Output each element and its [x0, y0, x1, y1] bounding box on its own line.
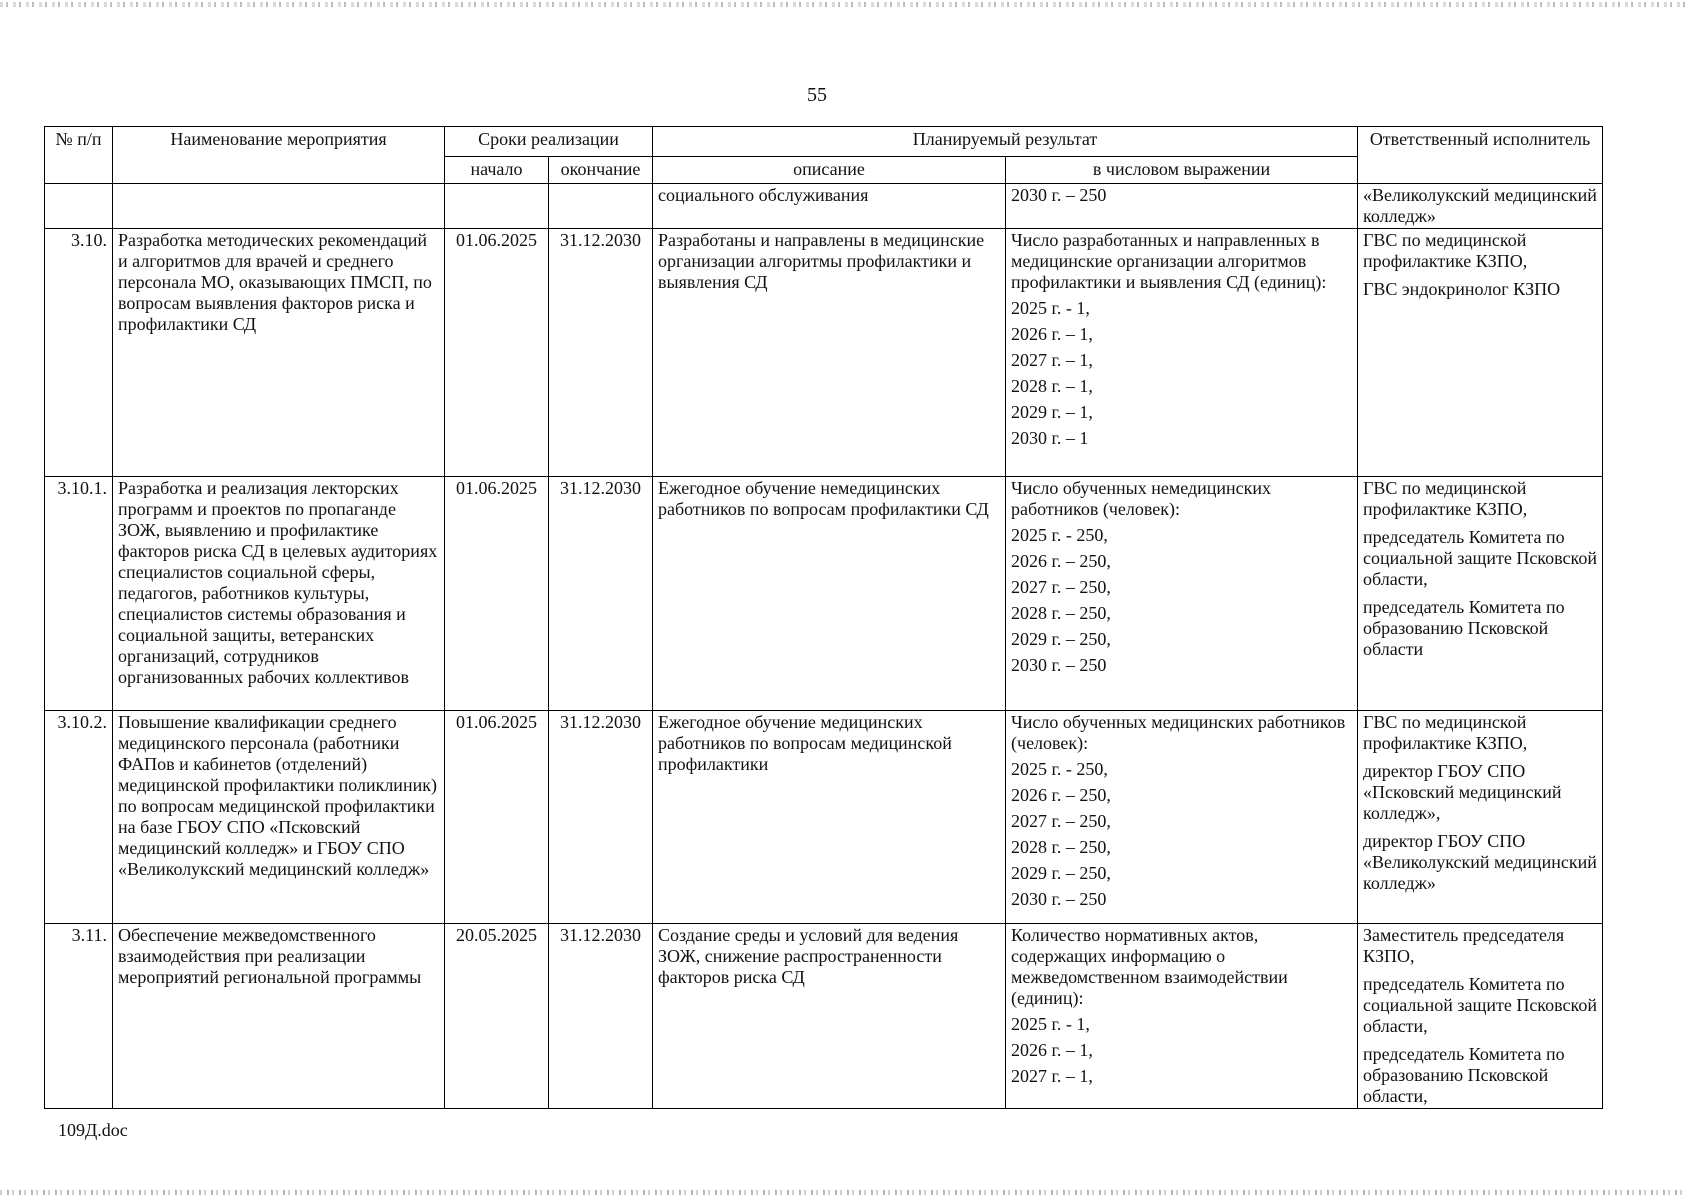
numeric-line: 2027 г. – 250,: [1011, 577, 1111, 597]
table-row: [45, 711, 1603, 924]
scan-edge-top: [0, 2, 1686, 7]
row-numeric-result: [1006, 924, 1358, 1109]
scan-edge-bottom: [0, 1190, 1686, 1195]
responsible-entry: Заместитель председателя КЗПО,: [1363, 925, 1565, 966]
numeric-line: Число обученных немедицинских работников (человек):: [1011, 478, 1272, 519]
numeric-line: Количество нормативных актов, содержащих информацию о межведомственном взаимодействии (единиц):: [1011, 925, 1288, 1008]
row-end-date: [549, 184, 653, 229]
header-description: описание: [653, 157, 1006, 184]
header-terms: Сроки реализации: [445, 127, 653, 157]
row-responsible: [1358, 711, 1603, 924]
row-numeric-result: [1006, 477, 1358, 711]
row-start-date: 01.06.2025: [445, 229, 549, 477]
numeric-line: 2028 г. – 250,: [1011, 603, 1111, 623]
responsible-entry: директор ГБОУ СПО «Псковский медицинский колледж»,: [1363, 761, 1562, 823]
row-end-date: 31.12.2030: [549, 477, 653, 711]
responsible-entry: председатель Комитета по образованию Псковской области,: [1363, 1044, 1565, 1106]
responsible-entry: председатель Комитета по социальной защите Псковской области,: [1363, 974, 1597, 1036]
page-number: 55: [807, 84, 827, 106]
numeric-line: 2025 г. - 1,: [1011, 1014, 1090, 1034]
row-end-date: 31.12.2030: [549, 711, 653, 924]
header-responsible: Ответственный исполнитель: [1358, 127, 1603, 184]
numeric-line: 2025 г. - 250,: [1011, 759, 1108, 779]
numeric-line: 2026 г. – 250,: [1011, 785, 1111, 805]
table-row: [45, 924, 1603, 1109]
row-responsible: [1358, 477, 1603, 711]
row-num: 3.10.2.: [45, 711, 113, 924]
responsible-entry: ГВС по медицинской профилактике КЗПО,: [1363, 230, 1528, 271]
numeric-line: Число обученных медицинских работников (человек):: [1011, 712, 1346, 753]
numeric-line: 2026 г. – 250,: [1011, 551, 1111, 571]
row-activity-name: Повышение квалификации среднего медицинского персонала (работники ФАПов и кабинетов (отделений) медицинской профилактики поликлиник) по вопросам медицинской профилактики на базе ГБОУ СПО «Псковский медицинский колледж» и ГБОУ СПО «Великолукский медицинский колледж»: [113, 711, 445, 924]
row-description: Создание среды и условий для ведения ЗОЖ, снижение распространенности факторов риска СД: [653, 924, 1006, 1109]
header-numeric: в числовом выражении: [1006, 157, 1358, 184]
row-num: 3.11.: [45, 924, 113, 1109]
numeric-line: 2026 г. – 1,: [1011, 1040, 1093, 1060]
program-activities-table: [44, 126, 1603, 1109]
row-end-date: 31.12.2030: [549, 924, 653, 1109]
numeric-line: 2030 г. – 250: [1011, 185, 1107, 205]
row-responsible: [1358, 924, 1603, 1109]
row-responsible: [1358, 229, 1603, 477]
header-end: окончание: [549, 157, 653, 184]
numeric-line: 2025 г. - 1,: [1011, 298, 1090, 318]
row-description: Ежегодное обучение немедицинских работников по вопросам профилактики СД: [653, 477, 1006, 711]
row-start-date: [445, 184, 549, 229]
row-activity-name: Обеспечение межведомственного взаимодействия при реализации мероприятий региональной программы: [113, 924, 445, 1109]
header-start: начало: [445, 157, 549, 184]
numeric-line: 2030 г. – 250: [1011, 889, 1107, 909]
row-description: Разработаны и направлены в медицинские организации алгоритмы профилактики и выявления СД: [653, 229, 1006, 477]
table-row: [45, 184, 1603, 229]
row-activity-name: [113, 184, 445, 229]
row-description: Ежегодное обучение медицинских работников по вопросам медицинской профилактики: [653, 711, 1006, 924]
row-numeric-result: [1006, 184, 1358, 229]
numeric-line: 2025 г. - 250,: [1011, 525, 1108, 545]
row-numeric-result: [1006, 711, 1358, 924]
table-row: [45, 229, 1603, 477]
header-num: № п/п: [45, 127, 113, 184]
row-responsible: [1358, 184, 1603, 229]
numeric-line: 2026 г. – 1,: [1011, 324, 1093, 344]
numeric-line: 2030 г. – 250: [1011, 655, 1107, 675]
row-activity-name: Разработка и реализация лекторских программ и проектов по пропаганде ЗОЖ, выявлению и профилактике факторов риска СД в целевых аудиториях специалистов социальной сферы, педагогов, работников культуры, специалистов системы образования и социальной защиты, ветеранских организаций, сотрудников организованных рабочих коллективов: [113, 477, 445, 711]
row-start-date: 01.06.2025: [445, 477, 549, 711]
responsible-entry: директор ГБОУ СПО «Великолукский медицинский колледж»: [1363, 831, 1597, 893]
row-description: социального обслуживания: [653, 184, 1006, 229]
footer-filename: 109Д.doc: [58, 1120, 128, 1140]
numeric-line: 2028 г. – 1,: [1011, 376, 1093, 396]
numeric-line: 2027 г. – 250,: [1011, 811, 1111, 831]
numeric-line: 2029 г. – 250,: [1011, 629, 1111, 649]
numeric-line: 2029 г. – 1,: [1011, 402, 1093, 422]
row-numeric-result: [1006, 229, 1358, 477]
numeric-line: 2029 г. – 250,: [1011, 863, 1111, 883]
responsible-entry: ГВС по медицинской профилактике КЗПО,: [1363, 712, 1528, 753]
responsible-entry: ГВС эндокринолог КЗПО: [1363, 279, 1561, 299]
numeric-line: 2030 г. – 1: [1011, 428, 1089, 448]
row-start-date: 20.05.2025: [445, 924, 549, 1109]
responsible-entry: председатель Комитета по образованию Псковской области: [1363, 597, 1565, 659]
numeric-line: 2028 г. – 250,: [1011, 837, 1111, 857]
numeric-line: 2027 г. – 1,: [1011, 350, 1093, 370]
header-planned-result: Планируемый результат: [653, 127, 1358, 157]
row-num: [45, 184, 113, 229]
table-row: [45, 477, 1603, 711]
responsible-entry: ГВС по медицинской профилактике КЗПО,: [1363, 478, 1528, 519]
header-activity-name: Наименование мероприятия: [113, 127, 445, 184]
row-end-date: 31.12.2030: [549, 229, 653, 477]
row-num: 3.10.1.: [45, 477, 113, 711]
row-activity-name: Разработка методических рекомендаций и алгоритмов для врачей и среднего персонала МО, оказывающих ПМСП, по вопросам выявления факторов риска и профилактики СД: [113, 229, 445, 477]
numeric-line: Число разработанных и направленных в медицинские организации алгоритмов профилактики и выявления СД (единиц):: [1011, 230, 1327, 292]
responsible-entry: председатель Комитета по социальной защите Псковской области,: [1363, 527, 1597, 589]
row-start-date: 01.06.2025: [445, 711, 549, 924]
responsible-entry: «Великолукский медицинский колледж»: [1363, 185, 1597, 226]
numeric-line: 2027 г. – 1,: [1011, 1066, 1093, 1086]
row-num: 3.10.: [45, 229, 113, 477]
